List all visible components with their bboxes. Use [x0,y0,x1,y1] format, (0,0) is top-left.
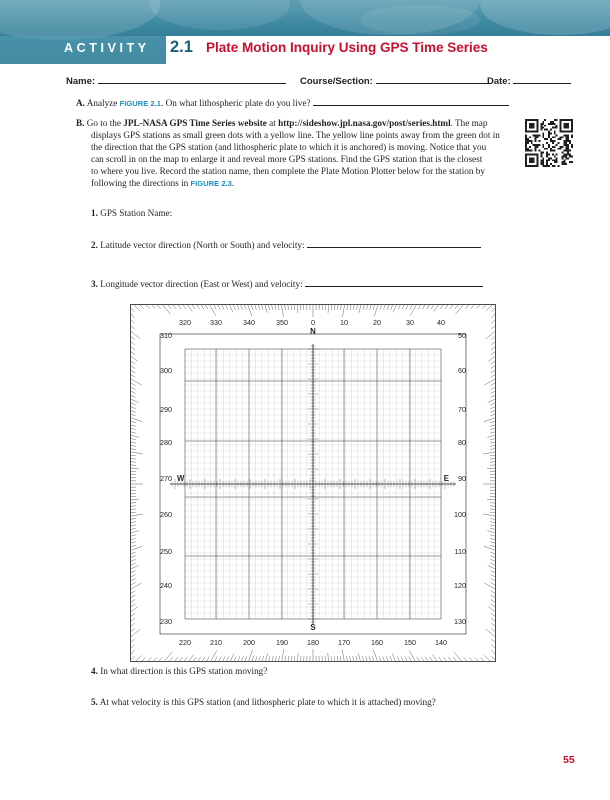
qr-module [525,146,527,148]
qr-module [552,140,554,142]
top-degree-label: 10 [340,318,348,327]
qr-module [560,136,562,138]
qr-module [554,161,556,163]
qr-module [567,134,569,136]
activity-title: Plate Motion Inquiry Using GPS Time Series [206,40,488,55]
qr-module [531,142,533,144]
qr-module [525,144,527,146]
qr-module [540,163,542,165]
qr-module [556,161,558,163]
qr-module [544,138,546,140]
part-a-text: Analyze [86,98,120,108]
qr-module [558,142,560,144]
qr-module [563,161,565,163]
qr-module [567,144,569,146]
question-5-number: 5. [91,697,98,707]
qr-module [546,129,548,131]
qr-module [554,159,556,161]
bottom-degree-label: 140 [435,638,447,647]
plate-answer-blank[interactable] [313,96,509,106]
part-b-line-3: the direction that the GPS station (and lithospheric plate to which it is anchored) is moving. Notice that you [91,142,487,152]
qr-module [554,131,556,133]
qr-module [571,146,573,148]
qr-module [548,157,550,159]
qr-module [561,136,563,138]
qr-module [556,125,558,127]
qr-module [546,163,548,165]
part-a-letter: A. [76,98,85,108]
left-degree-label: 300 [160,366,172,375]
qr-module [535,148,537,150]
question-2 [91,238,481,251]
qr-module [567,146,569,148]
top-degree-label: 330 [210,318,222,327]
qr-module [540,129,542,131]
qr-module [550,163,552,165]
qr-module [561,155,563,157]
qr-module [550,132,552,134]
right-degree-label: 100 [454,510,466,519]
qr-module [565,144,567,146]
qr-module [552,146,554,148]
activity-label: ACTIVITY [64,41,150,55]
bottom-degree-label: 200 [243,638,255,647]
qr-module [563,155,565,157]
qr-module [556,144,558,146]
north-label: N [310,327,316,336]
qr-module [567,138,569,140]
qr-module [540,127,542,129]
qr-module [542,121,544,123]
top-degree-label: 350 [276,318,288,327]
qr-module [535,144,537,146]
part-b-text: Go to the [86,118,124,128]
qr-module [571,136,573,138]
qr-module [563,159,565,161]
qr-module [542,132,544,134]
qr-module [546,159,548,161]
qr-module [563,144,565,146]
question-1-number: 1. [91,208,98,218]
qr-module [544,148,546,150]
qr-module [563,154,565,156]
qr-module [529,150,531,152]
qr-module [525,142,527,144]
qr-module [554,150,556,152]
left-degree-label: 260 [160,510,172,519]
qr-module [556,157,558,159]
qr-module [567,152,569,154]
question-2-number: 2. [91,240,98,250]
jpl-website-url[interactable]: http://sideshow.jpl.nasa.gov/post/series.html [278,118,451,128]
qr-module [538,144,540,146]
right-degree-label: 110 [454,547,466,556]
qr-module [554,119,556,121]
qr-code-icon[interactable] [525,119,573,167]
qr-module [546,152,548,154]
qr-module [544,165,546,167]
part-b-line-6 [91,177,234,190]
qr-module [558,138,560,140]
qr-module [538,140,540,142]
activity-number: 2.1 [170,38,193,56]
qr-module [546,148,548,150]
qr-module [538,134,540,136]
top-degree-label: 20 [373,318,381,327]
question-3 [91,277,483,290]
qr-module [538,150,540,152]
question-1 [91,207,172,219]
qr-module [552,165,554,167]
qr-module [565,134,567,136]
part-b-text: following the directions in [91,178,191,188]
qr-module [550,129,552,131]
qr-module [525,138,527,140]
qr-module [542,146,544,148]
qr-module [546,154,548,156]
qr-module [565,146,567,148]
left-degree-label: 250 [160,547,172,556]
qr-module [548,159,550,161]
qr-module [535,150,537,152]
qr-module [563,163,565,165]
qr-module [527,148,529,150]
qr-module [525,134,527,136]
qr-module [537,144,539,146]
right-degree-label: 120 [454,581,466,590]
top-degree-label: 340 [243,318,255,327]
part-b-line-2: displays GPS stations as small green dots with a yellow line. The yellow line points away from the green dot in [91,130,500,140]
question-5 [91,696,436,708]
question-4 [91,665,267,677]
part-b-line-4: can scroll in on the map to enlarge it and reveal more GPS stations. Find the GPS station that is the closest [91,154,483,164]
qr-module [542,123,544,125]
qr-module [531,140,533,142]
qr-module [550,140,552,142]
left-degree-label: 310 [160,331,172,340]
qr-module [554,132,556,134]
qr-module [542,157,544,159]
qr-module [542,159,544,161]
qr-module [531,150,533,152]
question-2-text: Latitude vector direction (North or South) and velocity: [100,240,305,250]
qr-finder-center [563,123,569,129]
qr-module [556,159,558,161]
bottom-degree-label: 210 [210,638,222,647]
qr-module [571,155,573,157]
qr-module [569,161,571,163]
qr-module [556,127,558,129]
qr-module [540,161,542,163]
qr-module [561,161,563,163]
part-a [76,96,509,110]
date-blank[interactable] [513,74,571,84]
qr-module [554,123,556,125]
bottom-degree-label: 170 [338,638,350,647]
qr-module [542,136,544,138]
bottom-degree-label: 190 [276,638,288,647]
qr-module [552,154,554,156]
qr-module [542,152,544,154]
figure-2-3-link[interactable]: FIGURE 2.3 [190,179,232,188]
bottom-degree-label: 150 [404,638,416,647]
qr-module [537,136,539,138]
right-degree-label: 70 [458,405,466,414]
qr-module [569,150,571,152]
qr-module [565,163,567,165]
qr-module [552,127,554,129]
qr-module [542,134,544,136]
qr-module [533,134,535,136]
name-label: Name: [66,76,96,87]
question-5-text: At what velocity is this GPS station (and lithospheric plate to which it is attached) moving? [99,697,436,707]
qr-module [542,163,544,165]
qr-module [548,136,550,138]
qr-module [533,144,535,146]
qr-module [548,165,550,167]
south-label: S [310,623,316,632]
qr-module [546,155,548,157]
qr-module [548,154,550,156]
qr-module [563,140,565,142]
qr-module [563,142,565,144]
qr-module [552,136,554,138]
qr-module [565,155,567,157]
qr-module [565,142,567,144]
qr-module [554,127,556,129]
qr-module [571,144,573,146]
qr-module [550,138,552,140]
qr-module [552,150,554,152]
name-field[interactable] [66,74,286,87]
top-degree-label: 320 [179,318,191,327]
qr-module [550,148,552,150]
left-degree-label: 240 [160,581,172,590]
jpl-website-name: JPL-NASA GPS Time Series website [123,118,267,128]
qr-module [567,150,569,152]
top-degree-label: 0 [311,318,315,327]
qr-module [558,165,560,167]
qr-module [554,136,556,138]
part-a-question: . On what lithospheric plate do you live? [161,98,311,108]
qr-module [571,134,573,136]
qr-module [550,123,552,125]
qr-module [552,121,554,123]
question-3-number: 3. [91,279,98,289]
part-b-text: . [231,178,235,188]
qr-module [540,154,542,156]
question-4-text: In what direction is this GPS station moving? [100,666,268,676]
qr-module [525,148,527,150]
right-degree-label: 50 [458,331,466,340]
course-label: Course/Section: [300,76,373,87]
qr-module [540,155,542,157]
right-degree-label: 130 [454,617,466,626]
qr-module [542,127,544,129]
qr-module [565,157,567,159]
qr-module [569,154,571,156]
qr-module [548,134,550,136]
qr-module [544,125,546,127]
date-label: Date: [487,76,511,87]
qr-module [546,138,548,140]
qr-module [565,150,567,152]
qr-module [552,159,554,161]
qr-module [563,134,565,136]
qr-module [565,148,567,150]
qr-module [552,142,554,144]
qr-module [548,131,550,133]
bottom-degree-label: 180 [307,638,319,647]
qr-module [552,123,554,125]
qr-module [556,134,558,136]
qr-module [544,129,546,131]
qr-module [561,152,563,154]
left-degree-label: 230 [160,617,172,626]
qr-finder-center [529,157,535,163]
qr-module [554,165,556,167]
part-b-line-1 [76,117,487,129]
qr-module [560,138,562,140]
part-b-letter: B. [76,118,85,128]
qr-module [544,119,546,121]
right-degree-label: 80 [458,438,466,447]
qr-module [537,146,539,148]
qr-module [527,140,529,142]
qr-module [540,152,542,154]
qr-module [569,142,571,144]
qr-module [561,146,563,148]
qr-module [548,132,550,134]
qr-module [546,165,548,167]
qr-module [556,119,558,121]
bottom-degree-label: 220 [179,638,191,647]
qr-module [565,154,567,156]
qr-module [569,155,571,157]
course-blank[interactable] [376,74,488,84]
qr-module [527,142,529,144]
right-degree-label: 90 [458,474,466,483]
qr-module [542,144,544,146]
qr-module [535,134,537,136]
latitude-answer-blank[interactable] [307,238,481,248]
course-field[interactable] [300,74,488,87]
qr-module [565,140,567,142]
qr-module [561,157,563,159]
qr-module [542,165,544,167]
qr-module [567,154,569,156]
qr-module [540,125,542,127]
qr-module [546,142,548,144]
qr-module [558,148,560,150]
part-b-line-5: to where you live. Record the station name, then complete the Plate Motion Plotter below for the station by [91,166,485,176]
left-degree-label: 290 [160,405,172,414]
qr-module [565,136,567,138]
qr-module [540,159,542,161]
qr-module [535,138,537,140]
qr-module [560,146,562,148]
question-4-number: 4. [91,666,98,676]
qr-module [565,138,567,140]
top-degree-label: 40 [437,318,445,327]
question-3-text: Longitude vector direction (East or West) and velocity: [100,279,303,289]
qr-module [529,146,531,148]
bottom-degree-label: 160 [371,638,383,647]
qr-module [527,138,529,140]
qr-module [540,123,542,125]
qr-module [567,136,569,138]
qr-module [550,121,552,123]
qr-module [548,123,550,125]
qr-module [563,150,565,152]
qr-module [554,155,556,157]
qr-module [535,140,537,142]
qr-module [569,140,571,142]
qr-module [548,146,550,148]
page-number: 55 [563,754,575,766]
plate-motion-plotter[interactable] [130,304,496,662]
top-degree-label: 30 [406,318,414,327]
qr-module [537,134,539,136]
qr-module [546,161,548,163]
qr-module [550,150,552,152]
qr-module [554,140,556,142]
qr-module [567,140,569,142]
qr-module [525,140,527,142]
qr-module [535,146,537,148]
qr-module [567,157,569,159]
qr-module [525,136,527,138]
question-1-text: GPS Station Name: [100,208,173,218]
left-degree-label: 280 [160,438,172,447]
left-degree-label: 270 [160,474,172,483]
qr-finder-center [529,123,535,129]
date-field[interactable] [487,74,571,87]
east-label: E [443,474,449,483]
qr-module [556,154,558,156]
qr-module [529,136,531,138]
qr-module [571,161,573,163]
qr-module [560,148,562,150]
qr-module [527,150,529,152]
part-b-text: . The map [450,118,488,128]
qr-module [535,136,537,138]
qr-module [550,157,552,159]
name-blank[interactable] [98,74,286,84]
figure-2-1-link[interactable]: FIGURE 2.1 [119,99,161,108]
longitude-answer-blank[interactable] [305,277,483,287]
west-label: W [177,474,185,483]
qr-module [567,148,569,150]
part-b-text: at [266,118,279,128]
qr-module [525,150,527,152]
qr-module [554,146,556,148]
qr-module [542,161,544,163]
qr-module [548,144,550,146]
right-degree-label: 60 [458,366,466,375]
qr-module [561,163,563,165]
qr-module [529,140,531,142]
